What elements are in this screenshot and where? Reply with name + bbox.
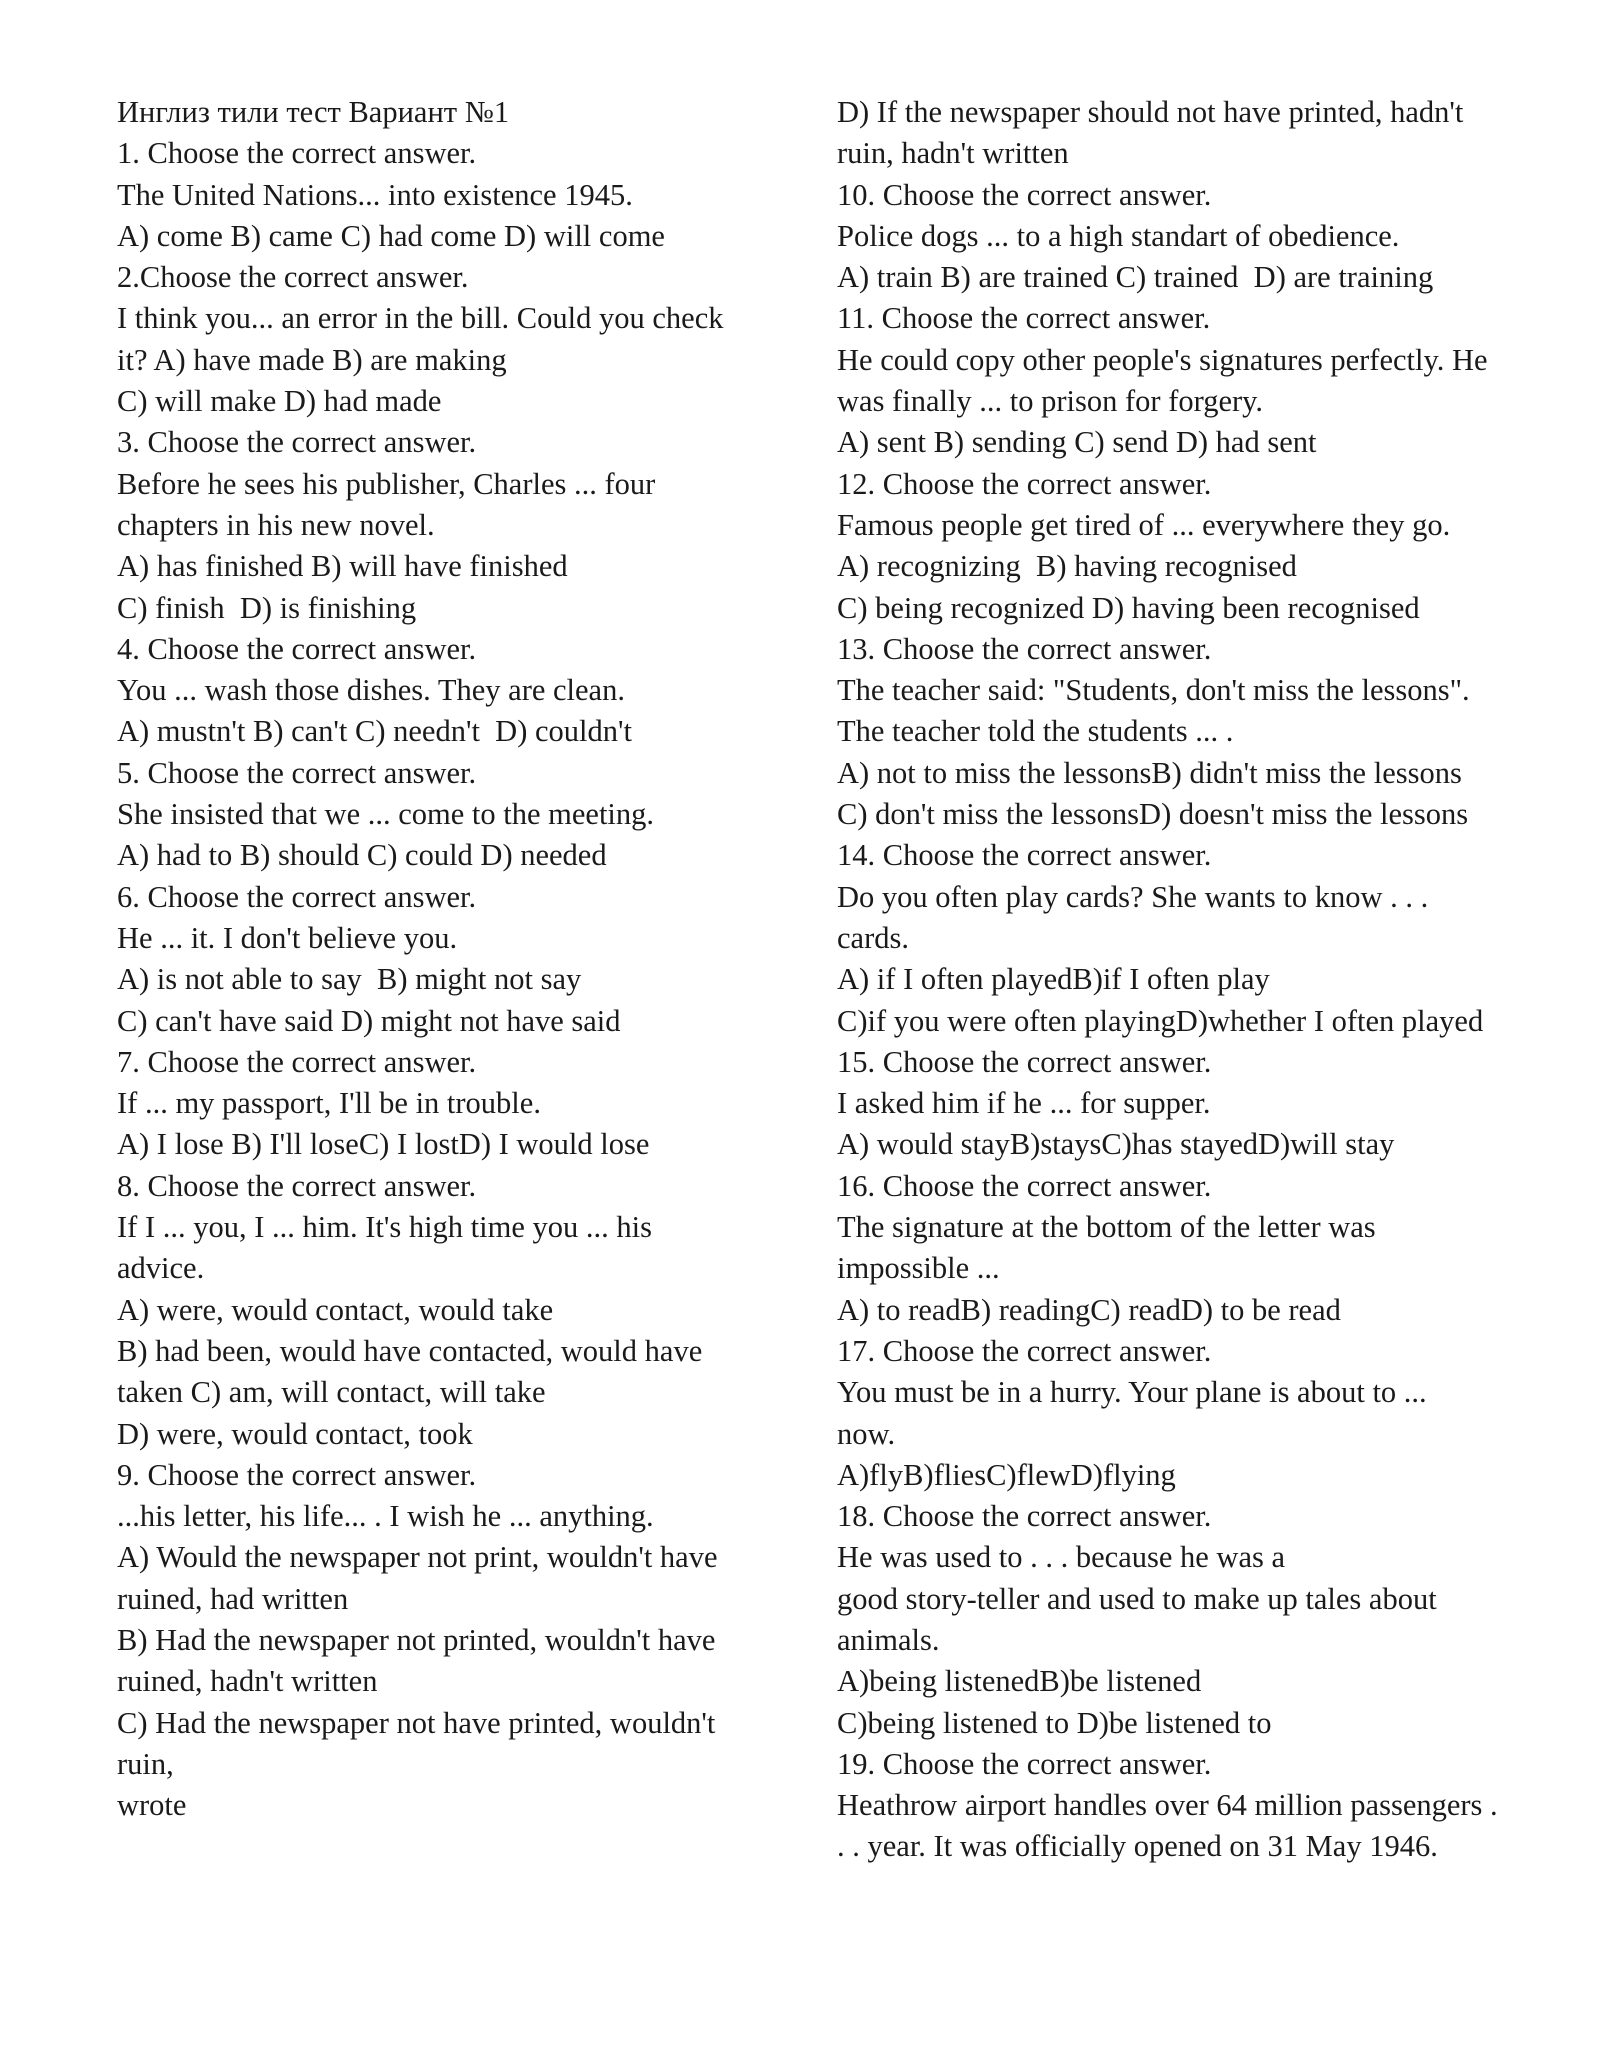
text-line: Heathrow airport handles over 64 million passengers . [837,1788,1498,1823]
text-line: A) I lose B) I'll loseC) I lostD) I would lose [117,1127,650,1162]
text-line: taken C) am, will contact, will take [117,1375,546,1410]
text-line: A)flyB)fliesC)flewD)flying [837,1457,1176,1492]
text-line: A) come B) came C) had come D) will come [117,218,665,253]
text-line: advice. [117,1251,205,1286]
text-line: C)being listened to D)be listened to [837,1705,1272,1740]
text-line: A) not to miss the lessonsB) didn't miss the lessons [837,755,1462,790]
text-line: chapters in his new novel. [117,507,435,542]
text-line: D) were, would contact, took [117,1416,473,1451]
text-line: 6. Choose the correct answer. [117,879,477,914]
text-line: 8. Choose the correct answer. [117,1168,477,1203]
text-line: A) train B) are trained C) trained D) are training [837,260,1434,295]
text-line: good story-teller and used to make up tales about [837,1581,1437,1616]
text-line: The United Nations... into existence 1945. [117,177,633,212]
text-line: C) can't have said D) might not have said [117,1003,621,1038]
text-line: C) will make D) had made [117,384,442,419]
text-line: ruin, [117,1746,174,1781]
text-line: You must be in a hurry. Your plane is about to ... [837,1375,1427,1410]
text-line: was finally ... to prison for forgery. [837,384,1264,419]
text-line: The teacher told the students ... . [837,714,1234,749]
right-column [837,92,1537,1868]
text-line: 2.Choose the correct answer. [117,260,469,295]
text-line: 16. Choose the correct answer. [837,1168,1212,1203]
text-line: 19. Choose the correct answer. [837,1746,1212,1781]
left-column [117,92,757,1826]
text-line: animals. [837,1622,940,1657]
text-line: 10. Choose the correct answer. [837,177,1212,212]
text-line: If ... my passport, I'll be in trouble. [117,1086,541,1121]
text-line: 11. Choose the correct answer. [837,301,1211,336]
text-line: it? A) have made B) are making [117,342,507,377]
text-line: ruined, had written [117,1581,349,1616]
text-line: He ... it. I don't believe you. [117,920,458,955]
text-line: 14. Choose the correct answer. [837,838,1212,873]
text-line: impossible ... [837,1251,1000,1286]
text-line: Do you often play cards? She wants to know . . . [837,879,1429,914]
text-line: Police dogs ... to a high standart of obedience. [837,218,1400,253]
text-line: ...his letter, his life... . I wish he ... anything. [117,1499,654,1534]
text-line: I asked him if he ... for supper. [837,1086,1211,1121]
text-line: . . year. It was officially opened on 31 May 1946. [837,1829,1438,1864]
text-line: 1. Choose the correct answer. [117,136,477,171]
text-line: He could copy other people's signatures perfectly. He [837,342,1488,377]
text-line: cards. [837,920,909,955]
text-line: 5. Choose the correct answer. [117,755,477,790]
document-title: Инглиз тили тест Вариант №1 [117,95,510,129]
text-line: ruined, hadn't written [117,1664,378,1699]
text-line: 15. Choose the correct answer. [837,1044,1212,1079]
text-line: I think you... an error in the bill. Could you check [117,301,724,336]
text-line: C) don't miss the lessonsD) doesn't miss the lessons [837,797,1469,832]
text-line: A) were, would contact, would take [117,1292,554,1327]
text-line: He was used to . . . because he was a [837,1540,1286,1575]
text-line: The signature at the bottom of the letter was [837,1210,1376,1245]
text-line: C) Had the newspaper not have printed, wouldn't [117,1705,716,1740]
text-line: You ... wash those dishes. They are clean. [117,673,625,708]
text-line: A) has finished B) will have finished [117,549,568,584]
text-line: C)if you were often playingD)whether I often played [837,1003,1484,1038]
text-line: 4. Choose the correct answer. [117,631,477,666]
text-line: 3. Choose the correct answer. [117,425,477,460]
text-line: A) sent B) sending C) send D) had sent [837,425,1317,460]
text-line: 9. Choose the correct answer. [117,1457,477,1492]
text-line: Before he sees his publisher, Charles ... four [117,466,656,501]
text-line: ruin, hadn't written [837,136,1069,171]
text-line: A) Would the newspaper not print, wouldn't have [117,1540,718,1575]
text-line: A) had to B) should C) could D) needed [117,838,607,873]
text-line: A) mustn't B) can't C) needn't D) couldn't [117,714,632,749]
text-line: A) would stayB)staysC)has stayedD)will stay [837,1127,1395,1162]
text-line: B) Had the newspaper not printed, wouldn't have [117,1622,716,1657]
text-line: now. [837,1416,896,1451]
text-line: Famous people get tired of ... everywhere they go. [837,507,1451,542]
text-line: B) had been, would have contacted, would have [117,1333,703,1368]
text-line: 12. Choose the correct answer. [837,466,1212,501]
text-line: 17. Choose the correct answer. [837,1333,1212,1368]
text-line: A) if I often playedB)if I often play [837,962,1270,997]
text-line: D) If the newspaper should not have printed, hadn't [837,95,1464,129]
text-line: The teacher said: "Students, don't miss the lessons". [837,673,1470,708]
text-line: She insisted that we ... come to the meeting. [117,797,655,832]
text-line: A)being listenedB)be listened [837,1664,1202,1699]
text-line: A) is not able to say B) might not say [117,962,582,997]
text-line: 13. Choose the correct answer. [837,631,1212,666]
text-line: C) finish D) is finishing [117,590,417,625]
text-line: If I ... you, I ... him. It's high time you ... his [117,1210,652,1245]
text-line: A) to readB) readingC) readD) to be read [837,1292,1341,1327]
text-line: 7. Choose the correct answer. [117,1044,477,1079]
text-line: 18. Choose the correct answer. [837,1499,1212,1534]
text-line: wrote [117,1788,187,1823]
text-line: A) recognizing B) having recognised [837,549,1297,584]
text-line: C) being recognized D) having been recognised [837,590,1420,625]
